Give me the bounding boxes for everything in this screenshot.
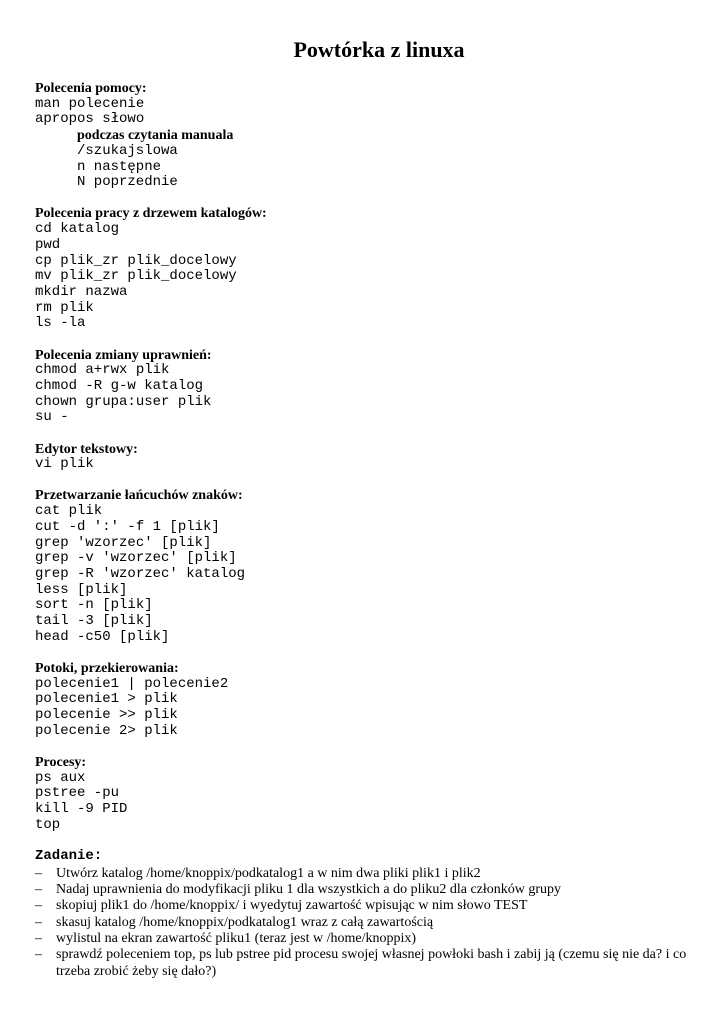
- command-line: N poprzednie: [77, 174, 178, 191]
- command-line: grep 'wzorzec' [plik]: [35, 534, 212, 551]
- command-section: [35, 755, 695, 834]
- task-item: [35, 898, 695, 914]
- task-text: Nadaj uprawnienia do modyfikacji pliku 1 dla wszystkich a do pliku2 dla członków grupy: [56, 882, 562, 898]
- document-page: [35, 36, 695, 980]
- command-section: [35, 442, 695, 473]
- subsection-heading: podczas czytania manuala: [77, 128, 234, 144]
- command-line: sort -n [plik]: [35, 597, 153, 614]
- sections-container: [35, 81, 695, 834]
- bullet-dash: –: [35, 914, 42, 930]
- command-line: polecenie1 > plik: [35, 691, 178, 708]
- section-heading: Polecenia zmiany uprawnień:: [35, 347, 212, 363]
- task-heading: Zadanie:: [35, 848, 103, 865]
- section-heading: Edytor tekstowy:: [35, 441, 138, 457]
- command-line: chown grupa:user plik: [35, 393, 212, 410]
- command-line: pwd: [35, 236, 61, 253]
- bullet-dash: –: [35, 930, 42, 946]
- command-line: polecenie >> plik: [35, 707, 178, 724]
- bullet-dash: –: [35, 882, 42, 898]
- task-section: [35, 849, 695, 980]
- command-line: polecenie1 | polecenie2: [35, 675, 229, 692]
- section-heading: Polecenia pomocy:: [35, 81, 147, 96]
- command-section: [35, 206, 695, 332]
- command-line: /szukajslowa: [77, 142, 178, 159]
- command-line: su -: [35, 409, 69, 426]
- command-section: [35, 661, 695, 740]
- task-text: wylistul na ekran zawartość pliku1 (teraz jest w /home/knoppix): [56, 930, 417, 946]
- command-line: pstree -pu: [35, 785, 120, 802]
- command-line: less [plik]: [35, 581, 128, 598]
- task-list: [35, 866, 695, 980]
- task-item: [35, 931, 695, 947]
- command-line: n następne: [77, 158, 162, 175]
- command-line: vi plik: [35, 456, 94, 473]
- task-item: [35, 947, 695, 980]
- command-line: cd katalog: [35, 221, 120, 238]
- command-section: [35, 81, 695, 191]
- task-text: skasuj katalog /home/knoppix/podkatalog1 wraz z całą zawartością: [56, 914, 434, 930]
- command-line: man polecenie: [35, 95, 145, 112]
- command-line: cp plik_zr plik_docelowy: [35, 252, 237, 269]
- command-line: rm plik: [35, 299, 94, 316]
- command-line: mv plik_zr plik_docelowy: [35, 268, 237, 285]
- command-line: chmod -R g-w katalog: [35, 377, 204, 394]
- task-text: sprawdź poleceniem top, ps lub pstree pid procesu swojej własnej powłoki bash i zabij ją (czemu się nie da? i co trzeba zrobić żeby się dało?): [56, 947, 687, 979]
- section-heading: Potoki, przekierowania:: [35, 661, 179, 676]
- command-line: top: [35, 816, 61, 833]
- task-item: [35, 866, 695, 882]
- command-line: grep -R 'wzorzec' katalog: [35, 565, 246, 582]
- command-line: grep -v 'wzorzec' [plik]: [35, 550, 237, 567]
- section-heading: Polecenia pracy z drzewem katalogów:: [35, 206, 267, 222]
- bullet-dash: –: [35, 898, 42, 914]
- command-line: cat plik: [35, 503, 103, 520]
- command-line: head -c50 [plik]: [35, 628, 170, 645]
- task-item: [35, 882, 695, 898]
- command-line: mkdir nazwa: [35, 283, 128, 300]
- section-heading: Przetwarzanie łańcuchów znaków:: [35, 488, 243, 504]
- task-text: skopiuj plik1 do /home/knoppix/ i wyedytuj zawartość wpisując w nim słowo TEST: [56, 898, 528, 914]
- command-line: ls -la: [35, 315, 86, 332]
- command-section: [35, 348, 695, 427]
- task-text: Utwórz katalog /home/knoppix/podkatalog1 a w nim dwa pliki plik1 i plik2: [56, 865, 481, 881]
- command-line: polecenie 2> plik: [35, 722, 178, 739]
- command-line: chmod a+rwx plik: [35, 362, 170, 379]
- bullet-dash: –: [35, 865, 42, 881]
- subsection: [35, 128, 695, 191]
- command-line: tail -3 [plik]: [35, 613, 153, 630]
- command-line: ps aux: [35, 769, 86, 786]
- command-line: apropos słowo: [35, 111, 145, 128]
- task-item: [35, 915, 695, 931]
- bullet-dash: –: [35, 947, 42, 963]
- page-title: Powtórka z linuxa: [293, 37, 465, 62]
- command-line: kill -9 PID: [35, 801, 128, 818]
- section-heading: Procesy:: [35, 755, 87, 771]
- command-line: cut -d ':' -f 1 [plik]: [35, 518, 220, 535]
- command-section: [35, 488, 695, 645]
